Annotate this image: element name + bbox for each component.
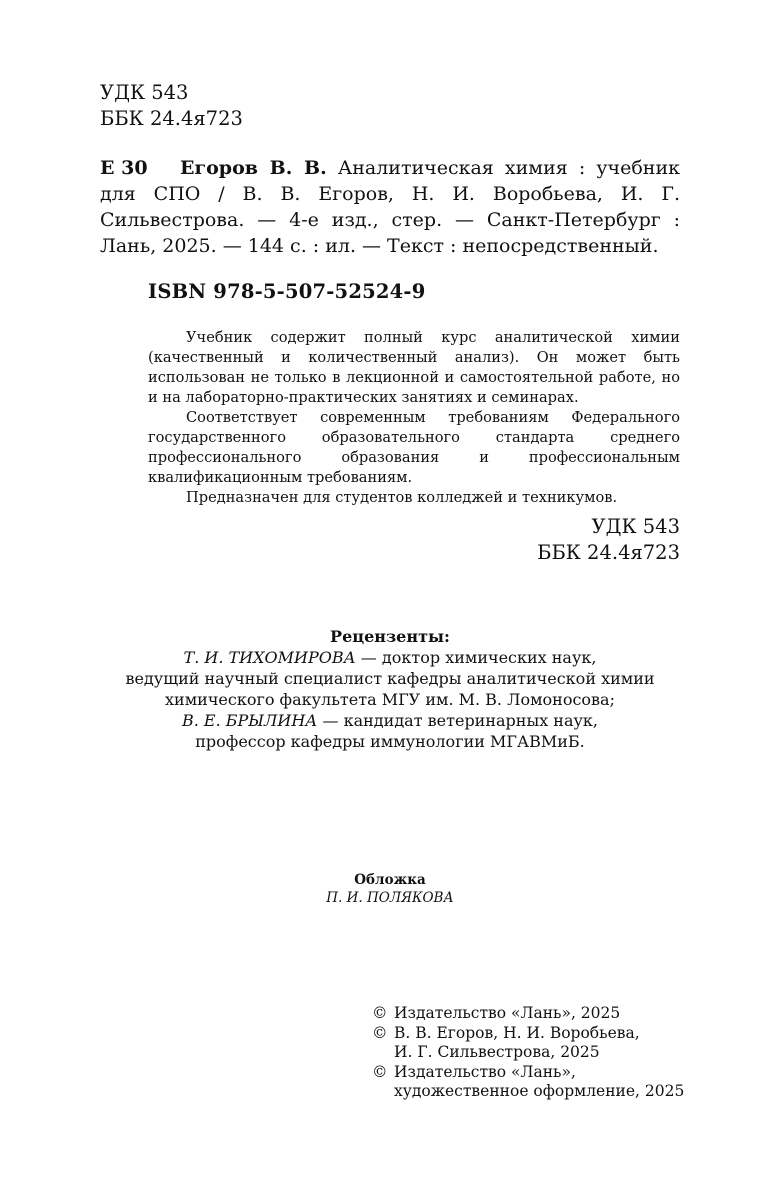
annotation-paragraph: Соответствует современным требованиям Федерального государственного образовательного стандарта среднего профессионального образования и профессиональным квалификационным требованиям. <box>148 409 680 486</box>
udk-footer <box>470 514 680 566</box>
copyright-icon: © <box>372 1062 388 1081</box>
reviewer-1-title: — доктор химических наук, <box>355 648 597 667</box>
copyright-block <box>372 1004 692 1102</box>
reviewer-1 <box>100 647 680 668</box>
bibliographic-text <box>100 155 680 259</box>
reviewer-1-position: ведущий научный специалист кафедры аналитической химии <box>125 669 655 688</box>
reviewers-block <box>100 626 680 752</box>
reviewer-1-affiliation: химического факультета МГУ им. М. В. Ломоносова; <box>165 690 615 709</box>
reviewer-2-name: В. Е. БРЫЛИНА <box>182 711 318 730</box>
annotation <box>148 328 680 508</box>
reviewers-heading: Рецензенты: <box>330 627 450 646</box>
copyright-icon: © <box>372 1004 388 1022</box>
udk-header <box>100 80 243 132</box>
copyright-line-continuation: художественное оформление, 2025 <box>394 1082 685 1100</box>
bbk-code: ББК 24.4я723 <box>537 541 680 564</box>
copyright-line-continuation: И. Г. Сильвестрова, 2025 <box>394 1043 600 1061</box>
cover-credit <box>100 871 680 907</box>
isbn: ISBN 978-5-507-52524-9 <box>148 280 426 303</box>
copyright-icon: © <box>372 1023 388 1042</box>
udk-code: УДК 543 <box>100 81 189 104</box>
annotation-paragraph: Предназначен для студентов колледжей и техникумов. <box>186 489 618 506</box>
cover-heading: Обложка <box>354 872 426 888</box>
udk-code: УДК 543 <box>591 515 680 538</box>
author-mark: Е 30 <box>100 157 148 179</box>
bbk-code: ББК 24.4я723 <box>100 107 243 130</box>
reviewer-2-position: профессор кафедры иммунологии МГАВМиБ. <box>195 732 585 751</box>
bibliographic-record <box>100 155 680 259</box>
copyright-line: © Издательство «Лань», <box>372 1062 576 1081</box>
annotation-paragraph: Учебник содержит полный курс аналитической химии (качественный и количественный анализ). Он может быть использован не только в лекционной и самостоятельной работе, но и на лабораторно-практических занятиях и семинарах. <box>148 329 680 406</box>
reviewer-1-name: Т. И. ТИХОМИРОВА <box>183 648 356 667</box>
copyright-line: © Издательство «Лань», 2025 <box>372 1004 621 1022</box>
copyright-line: © В. В. Егоров, Н. И. Воробьева, <box>372 1023 640 1042</box>
cover-designer: П. И. ПОЛЯКОВА <box>326 890 454 906</box>
author-name: Егоров В. В. <box>180 157 327 179</box>
reviewer-2-title: — кандидат ветеринарных наук, <box>317 711 598 730</box>
reviewer-2 <box>100 710 680 731</box>
bibliographic-description: Аналитическая химия : учебник для СПО / В. В. Егоров, Н. И. Воробьева, И. Г. Сильвестрова. — 4-е изд., стер. — Санкт-Петербург : Лань, 2025. — 144 с. : ил. — Текст : непосредственный. <box>100 157 680 257</box>
